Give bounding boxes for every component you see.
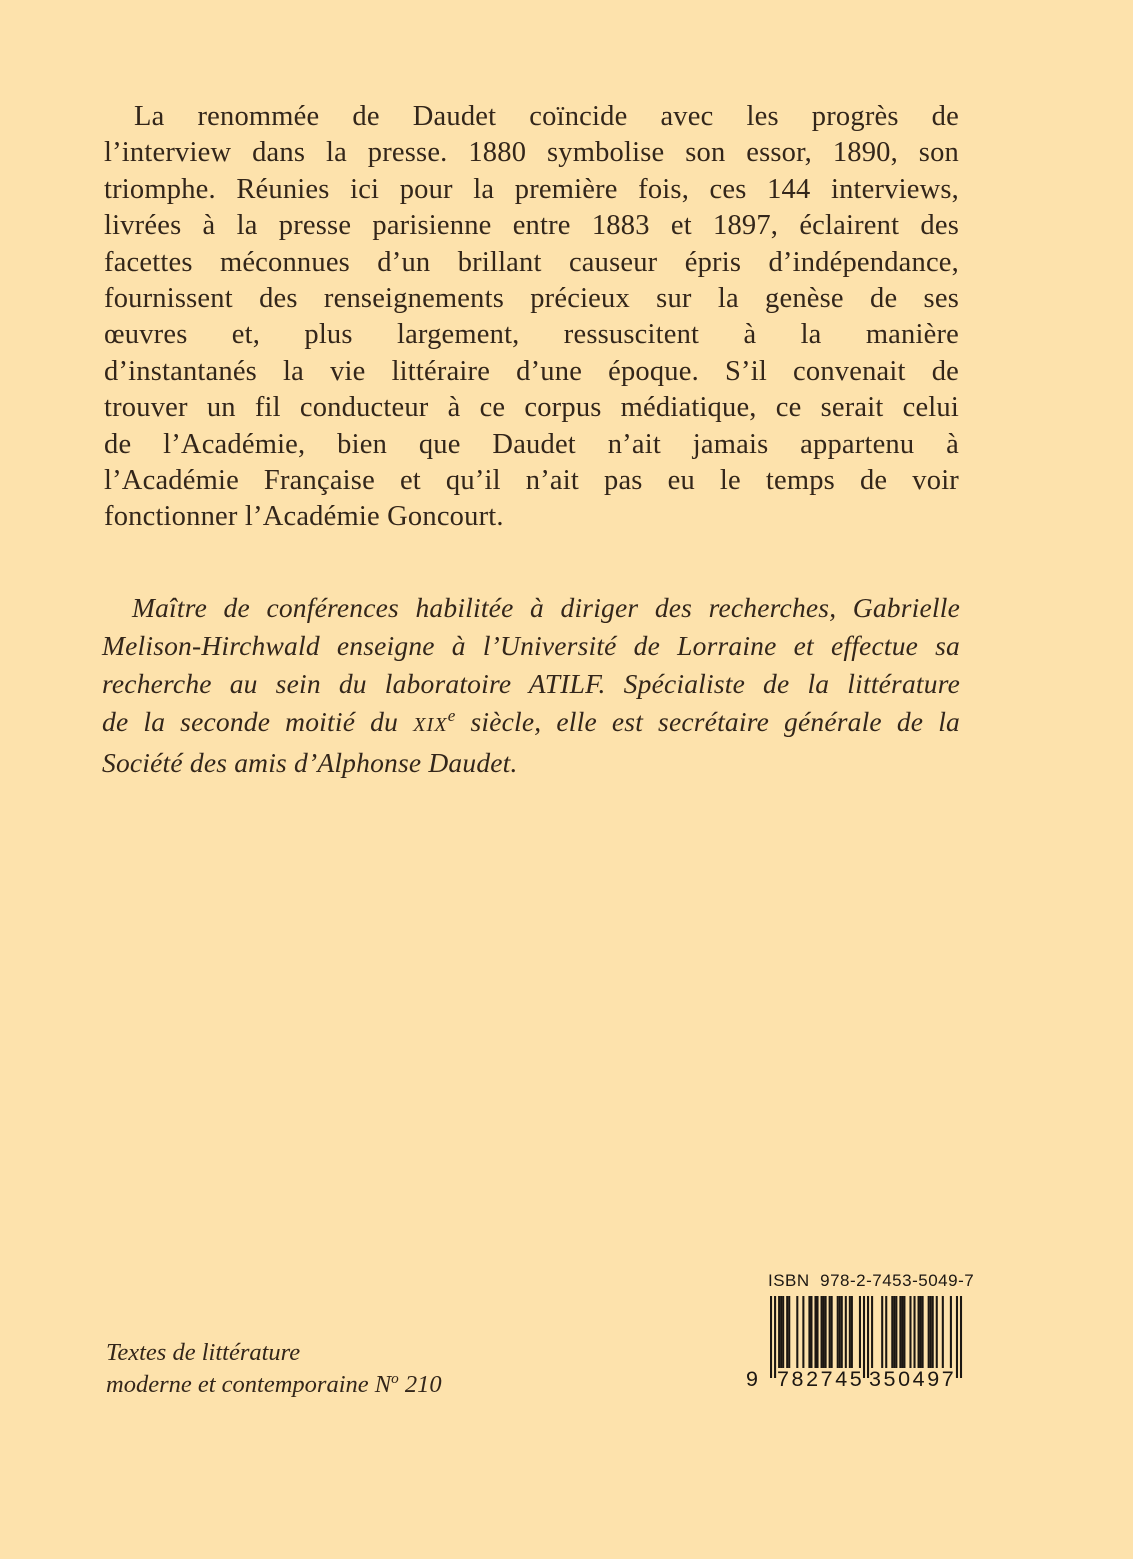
synopsis-line: fournissent des renseignements précieux sur la genèse de ses (104, 283, 959, 315)
synopsis-line: l’Académie Française et qu’il n’ait pas eu le temps de voir (104, 465, 959, 497)
synopsis-line: livrées à la presse parisienne entre 1883 et 1897, éclairent des (104, 210, 959, 242)
collection-name: Textes de littérature (106, 1339, 301, 1366)
barcode-digit-leading: 9 (746, 1367, 758, 1391)
synopsis-line: trouver un fil conducteur à ce corpus médiatique, ce serait celui (104, 392, 959, 424)
synopsis-line: œuvres et, plus largement, ressuscitent à la manière (104, 319, 959, 351)
bio-century-before: de la seconde moitié du (102, 706, 414, 737)
collection-number-text: moderne et contemporaine N (106, 1370, 392, 1398)
synopsis-line: de l’Académie, bien que Daudet n’ait jamais appartenu à (104, 428, 959, 460)
roman-numeral-xix: XIX (413, 714, 448, 736)
synopsis-line: La renommée de Daudet coïncide avec les progrès de (134, 101, 959, 132)
synopsis-line: l’interview dans la presse. 1880 symbolise son essor, 1890, son (104, 137, 959, 169)
synopsis-line: fonctionner l’Académie Goncourt. (104, 501, 504, 533)
synopsis-paragraph (104, 99, 959, 536)
author-bio-paragraph (102, 589, 960, 782)
isbn-barcode-block (744, 1271, 975, 1391)
bio-line: recherche au sein du laboratoire ATILF. Spécialiste de la littérature (102, 668, 960, 699)
bio-century-after: siècle, elle est secrétaire générale de la (455, 706, 961, 737)
ean-barcode-svg (770, 1296, 964, 1378)
synopsis-line: d’instantanés la vie littéraire d’une époque. S’il convenait de (104, 355, 959, 387)
bio-line: Maître de conférences habilitée à diriger des recherches, Gabrielle (132, 592, 960, 623)
bio-line: Melison-Hirchwald enseigne à l’Université de Lorraine et effectue sa (102, 630, 960, 661)
barcode-digits-right-group: 350497 (869, 1367, 957, 1391)
isbn-label: ISBN 978-2-7453-5049-7 (768, 1271, 975, 1290)
synopsis-line: triomphe. Réunies ici pour la première fois, ces 144 interviews, (104, 173, 959, 205)
barcode-digits-left-group: 782745 (777, 1367, 865, 1391)
collection-number-line (106, 1369, 442, 1401)
bio-line: Société des amis d’Alphonse Daudet. (102, 747, 518, 778)
superscript-o: o (391, 1369, 399, 1387)
superscript-e: e (447, 705, 456, 725)
collection-number-value: 210 (398, 1370, 442, 1398)
synopsis-line: facettes méconnues d’un brillant causeur épris d’indépendance, (104, 246, 959, 278)
collection-label (106, 1337, 442, 1400)
bio-line-century (102, 703, 960, 744)
